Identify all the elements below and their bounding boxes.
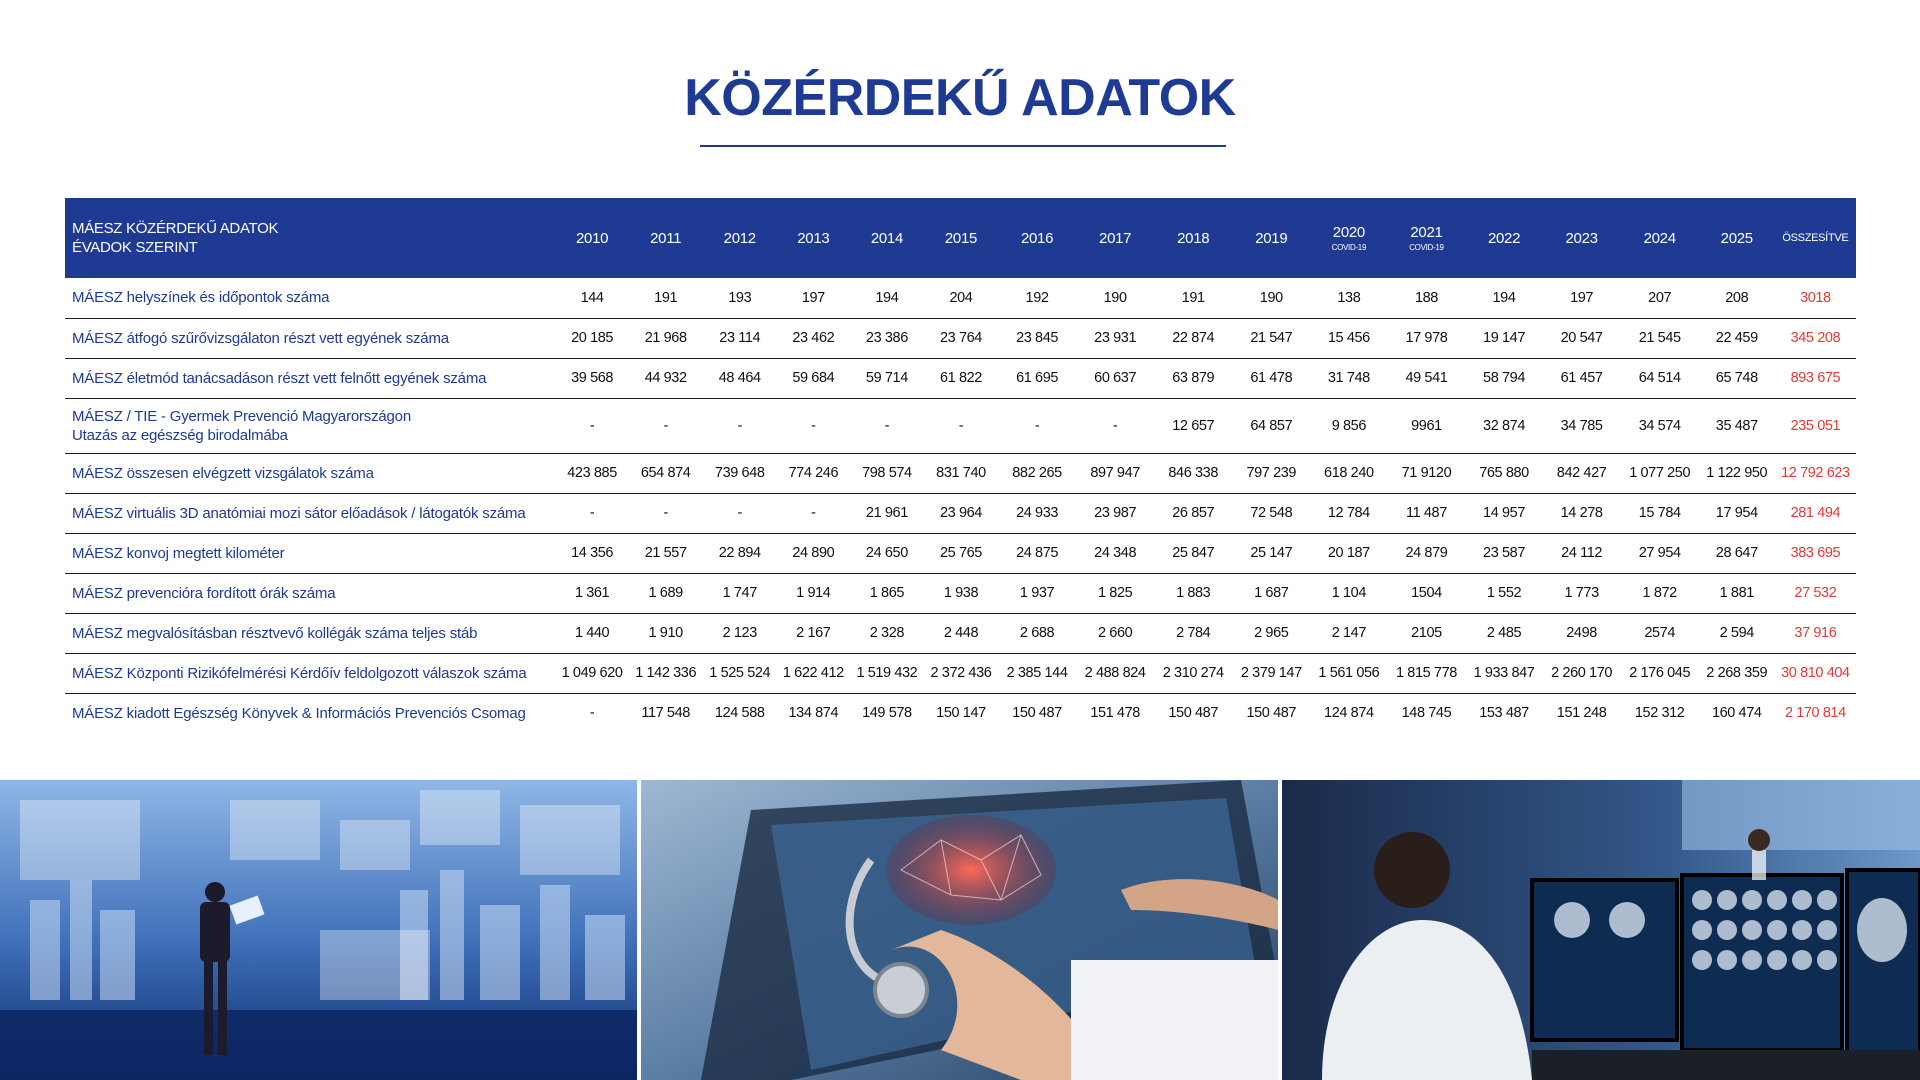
row-total: 37 916: [1775, 613, 1856, 653]
table-cell: 2 372 436: [924, 653, 998, 693]
table-cell: 1 525 524: [703, 653, 777, 693]
table-cell: 1 825: [1076, 573, 1154, 613]
row-total: 281 494: [1775, 493, 1856, 533]
table-cell: 151 248: [1556, 705, 1607, 722]
table-row: [65, 398, 1856, 453]
total-header: ÖSSZESÍTVE: [1782, 232, 1849, 244]
table-cell: 71 9120: [1387, 453, 1465, 493]
table-cell: 64 857: [1232, 398, 1310, 453]
row-label: MÁESZ virtuális 3D anatómiai mozi sátor előadások / látogatók száma: [65, 493, 556, 533]
year-header-2012: 2012: [723, 229, 756, 247]
table-cell: -: [924, 398, 998, 453]
row-total: 3018: [1775, 278, 1856, 318]
table-row: [65, 493, 1856, 533]
table-cell: 654 874: [629, 453, 703, 493]
row-label: MÁESZ konvoj megtett kilométer: [65, 533, 556, 573]
table-cell: 1504: [1387, 573, 1465, 613]
table-cell: 1 622 412: [777, 653, 850, 693]
table-cell: 61 457: [1543, 358, 1621, 398]
table-cell: 1 104: [1310, 573, 1387, 613]
table-cell: 194: [850, 278, 924, 318]
table-cell: 1 881: [1699, 573, 1775, 613]
table-cell: 22 459: [1699, 318, 1775, 358]
title-divider: [700, 145, 1226, 147]
table-row: [65, 573, 1856, 613]
year-header-2014: 2014: [870, 229, 903, 247]
table-cell: 60 637: [1076, 358, 1154, 398]
table-cell: 63 879: [1154, 358, 1232, 398]
table-cell: 12 784: [1310, 493, 1387, 533]
table-cell: -: [703, 398, 777, 453]
table-cell: 882 265: [998, 453, 1076, 493]
table-cell: 190: [1232, 278, 1310, 318]
table-cell: 24 890: [777, 533, 850, 573]
row-label: MÁESZ összesen elvégzett vizsgálatok száma: [65, 453, 556, 493]
table-cell: 208: [1699, 278, 1775, 318]
table-cell: 28 647: [1699, 533, 1775, 573]
table-cell: 9961: [1387, 398, 1465, 453]
table-cell: 194: [1465, 278, 1542, 318]
table-cell: 1 937: [998, 573, 1076, 613]
table-cell: 1 773: [1543, 573, 1621, 613]
table-cell: -: [998, 398, 1076, 453]
table-cell: 11 487: [1387, 493, 1465, 533]
table-cell: 2 488 824: [1076, 653, 1154, 693]
table-cell: 15 784: [1621, 493, 1699, 533]
row-label: MÁESZ prevencióra fordított órák száma: [65, 573, 556, 613]
table-cell: 831 740: [924, 453, 998, 493]
table-cell: 2574: [1621, 613, 1699, 653]
year-header-2024: 2024: [1643, 229, 1676, 247]
table-cell: 2 123: [703, 613, 777, 653]
table-cell: 1 561 056: [1310, 653, 1387, 693]
covid-note: COVID-19: [1409, 243, 1444, 252]
digital-city-woman-photo: [0, 780, 637, 1080]
table-cell: 25 765: [924, 533, 998, 573]
table-cell: 846 338: [1154, 453, 1232, 493]
table-cell: 27 954: [1621, 533, 1699, 573]
table-cell: 1 689: [629, 573, 703, 613]
table-cell: 58 794: [1465, 358, 1542, 398]
table-cell: 618 240: [1310, 453, 1387, 493]
table-body: [65, 278, 1856, 733]
table-cell: 197: [1543, 278, 1621, 318]
table-cell: 22 874: [1154, 318, 1232, 358]
table-cell: 24 348: [1076, 533, 1154, 573]
table-cell: 197: [777, 278, 850, 318]
table-cell: 17 978: [1387, 318, 1465, 358]
table-cell: 23 386: [850, 318, 924, 358]
table-cell: 65 748: [1699, 358, 1775, 398]
table-cell: 739 648: [703, 453, 777, 493]
table-cell: 21 547: [1232, 318, 1310, 358]
row-total: 2 170 814: [1784, 705, 1846, 722]
table-cell: 2 784: [1154, 613, 1232, 653]
table-cell: 59 684: [777, 358, 850, 398]
table-cell: -: [703, 493, 777, 533]
table-cell: 23 764: [924, 318, 998, 358]
table-cell: 1 687: [1232, 573, 1310, 613]
table-cell: 124 874: [1324, 705, 1374, 722]
table-cell: 2 594: [1699, 613, 1775, 653]
table-cell: 1 077 250: [1621, 453, 1699, 493]
row-total: 27 532: [1775, 573, 1856, 613]
row-total: 30 810 404: [1775, 653, 1856, 693]
table-cell: 188: [1387, 278, 1465, 318]
table-cell: 19 147: [1465, 318, 1542, 358]
table-cell: 25 847: [1154, 533, 1232, 573]
table-cell: 26 857: [1154, 493, 1232, 533]
table-cell: 149 578: [862, 705, 912, 722]
table-cell: 151 478: [1090, 705, 1140, 722]
table-cell: 31 748: [1310, 358, 1387, 398]
table-cell: 21 557: [629, 533, 703, 573]
table-cell: 1 914: [777, 573, 850, 613]
table-cell: 61 478: [1232, 358, 1310, 398]
table-cell: 49 541: [1387, 358, 1465, 398]
row-total: 235 051: [1775, 398, 1856, 453]
table-cell: 124 588: [714, 705, 765, 722]
table-cell: 20 185: [556, 318, 629, 358]
table-cell: 25 147: [1232, 533, 1310, 573]
table-cell: 1 883: [1154, 573, 1232, 613]
table-cell: 24 650: [850, 533, 924, 573]
table-cell: 152 312: [1634, 705, 1685, 722]
covid-note: COVID-19: [1331, 243, 1367, 252]
table-cell: 207: [1621, 278, 1699, 318]
table-cell: 39 568: [556, 358, 629, 398]
table-cell: 44 932: [629, 358, 703, 398]
year-header-2013: 2013: [797, 229, 830, 247]
table-cell: 204: [924, 278, 998, 318]
doctor-tablet-brain-photo: [641, 780, 1278, 1080]
table-cell: 842 427: [1543, 453, 1621, 493]
table-cell: 2 260 170: [1543, 653, 1621, 693]
table-cell: -: [629, 398, 703, 453]
table-cell: 423 885: [556, 453, 629, 493]
table-header-label: MÁESZ KÖZÉRDEKŰ ADATOK ÉVADOK SZERINT: [72, 220, 279, 256]
table-cell: 21 961: [850, 493, 924, 533]
row-total: 12 792 623: [1775, 453, 1856, 493]
table-row: [65, 533, 1856, 573]
table-cell: 160 474: [1711, 705, 1762, 722]
table-cell: 1 747: [703, 573, 777, 613]
table-cell: 34 785: [1543, 398, 1621, 453]
table-cell: 14 278: [1543, 493, 1621, 533]
table-cell: 23 114: [703, 318, 777, 358]
table-cell: 150 487: [1246, 705, 1297, 722]
table-cell: 9 856: [1310, 398, 1387, 453]
table-cell: 2 485: [1465, 613, 1542, 653]
table-cell: 12 657: [1154, 398, 1232, 453]
table-cell: 14 957: [1465, 493, 1542, 533]
table-cell: 138: [1310, 278, 1387, 318]
table-cell: 24 112: [1543, 533, 1621, 573]
table-row: [65, 613, 1856, 653]
table-cell: 2105: [1387, 613, 1465, 653]
table-row: [65, 693, 1856, 733]
year-header-2015: 2015: [944, 229, 978, 247]
row-label: MÁESZ / TIE - Gyermek Prevenció Magyarországon Utazás az egészség birodalmába: [65, 398, 556, 453]
radiology-monitors-photo: [1282, 780, 1920, 1080]
table-cell: -: [850, 398, 924, 453]
table-cell: 14 356: [556, 533, 629, 573]
table-cell: 774 246: [777, 453, 850, 493]
table-cell: -: [556, 398, 629, 453]
year-header-2025: 2025: [1720, 229, 1753, 247]
table-cell: 134 874: [788, 705, 839, 722]
table-cell: 150 487: [1168, 705, 1219, 722]
row-total: 383 695: [1775, 533, 1856, 573]
year-header-2010: 2010: [576, 229, 609, 247]
table-cell: 64 514: [1621, 358, 1699, 398]
table-cell: 192: [998, 278, 1076, 318]
year-header-2016: 2016: [1020, 229, 1054, 247]
table-cell: 72 548: [1232, 493, 1310, 533]
table-cell: 148 745: [1401, 705, 1452, 722]
table-cell: 117 548: [641, 705, 690, 722]
table-cell: 1 049 620: [556, 653, 629, 693]
table-cell: 797 239: [1232, 453, 1310, 493]
table-cell: 23 987: [1076, 493, 1154, 533]
table-row: [65, 358, 1856, 398]
year-header-2019: 2019: [1255, 229, 1288, 247]
row-label: MÁESZ életmód tanácsadáson részt vett felnőtt egyének száma: [65, 358, 556, 398]
table-cell: 59 714: [850, 358, 924, 398]
table-cell: -: [777, 493, 850, 533]
table-cell: 35 487: [1699, 398, 1775, 453]
table-cell: 23 845: [998, 318, 1076, 358]
year-header-2018: 2018: [1177, 229, 1210, 247]
table-row: [65, 653, 1856, 693]
table-cell: 24 875: [998, 533, 1076, 573]
year-header-2021: 2021 COVID-19: [1387, 198, 1465, 278]
table-cell: 2 688: [998, 613, 1076, 653]
table-cell: 1 872: [1621, 573, 1699, 613]
table-cell: 1 519 432: [850, 653, 924, 693]
table-cell: 2 328: [850, 613, 924, 653]
page-title: KÖZÉRDEKŰ ADATOK: [684, 69, 1236, 127]
year-header-2017: 2017: [1099, 229, 1132, 247]
table-cell: 15 456: [1310, 318, 1387, 358]
table-cell: 2 385 144: [998, 653, 1076, 693]
table-cell: 20 547: [1543, 318, 1621, 358]
table-cell: 1 142 336: [629, 653, 703, 693]
data-table: [65, 198, 1856, 733]
table-cell: 2 965: [1232, 613, 1310, 653]
table-cell: 1 910: [629, 613, 703, 653]
row-label: MÁESZ helyszínek és időpontok száma: [65, 278, 556, 318]
table-cell: -: [777, 398, 850, 453]
table-cell: 2 167: [777, 613, 850, 653]
table-cell: 1 865: [850, 573, 924, 613]
row-total: 893 675: [1775, 358, 1856, 398]
table-cell: 150 487: [1012, 705, 1062, 722]
table-cell: 190: [1076, 278, 1154, 318]
table-cell: 17 954: [1699, 493, 1775, 533]
table-cell: 48 464: [703, 358, 777, 398]
table-cell: 32 874: [1465, 398, 1542, 453]
table-row: [65, 278, 1856, 318]
table-cell: 21 968: [629, 318, 703, 358]
table-cell: 34 574: [1621, 398, 1699, 453]
table-cell: 22 894: [703, 533, 777, 573]
table-cell: 150 147: [936, 705, 986, 722]
table-cell: 24 933: [998, 493, 1076, 533]
table-cell: 1 361: [556, 573, 629, 613]
row-total: 345 208: [1775, 318, 1856, 358]
row-label: MÁESZ megvalósításban résztvevő kollégák száma teljes stáb: [65, 613, 556, 653]
table-cell: 61 695: [998, 358, 1076, 398]
table-header-row: [65, 198, 1856, 278]
row-label: MÁESZ kiadott Egészség Könyvek & Információs Prevenciós Csomag: [72, 704, 526, 722]
table-cell: 21 545: [1621, 318, 1699, 358]
year-header-2023: 2023: [1565, 229, 1598, 247]
table-cell: 2 379 147: [1232, 653, 1310, 693]
table-cell: -: [1076, 398, 1154, 453]
table-cell: 153 487: [1479, 705, 1529, 722]
table-cell: 2 660: [1076, 613, 1154, 653]
year-header-2020: 2020 COVID-19: [1310, 198, 1387, 278]
row-label: MÁESZ Központi Rizikófelmérési Kérdőív feldolgozott válaszok száma: [65, 653, 556, 693]
table-cell: 897 947: [1076, 453, 1154, 493]
table-cell: 2 448: [924, 613, 998, 653]
table-cell: 1 933 847: [1465, 653, 1542, 693]
table-cell: 1 938: [924, 573, 998, 613]
table-cell: 23 587: [1465, 533, 1542, 573]
table-cell: 61 822: [924, 358, 998, 398]
table-cell: 798 574: [850, 453, 924, 493]
table-cell: 2498: [1543, 613, 1621, 653]
table-cell: 193: [703, 278, 777, 318]
table-row: [65, 318, 1856, 358]
table-cell: 2 268 359: [1699, 653, 1775, 693]
table-cell: 2 310 274: [1154, 653, 1232, 693]
table-cell: 191: [1154, 278, 1232, 318]
table-cell: 191: [629, 278, 703, 318]
year-header-2011: 2011: [650, 229, 682, 247]
table-cell: 23 964: [924, 493, 998, 533]
table-cell: 23 931: [1076, 318, 1154, 358]
table-cell: 1 552: [1465, 573, 1542, 613]
table-cell: 765 880: [1465, 453, 1542, 493]
table-cell: 23 462: [777, 318, 850, 358]
table-cell: 2 176 045: [1621, 653, 1699, 693]
table-cell: 24 879: [1387, 533, 1465, 573]
table-cell: 2 147: [1310, 613, 1387, 653]
table-row: [65, 453, 1856, 493]
table-cell: -: [556, 493, 629, 533]
table-cell: 1 122 950: [1699, 453, 1775, 493]
row-label: MÁESZ átfogó szűrővizsgálaton részt vett egyének száma: [65, 318, 556, 358]
table-cell: -: [589, 705, 595, 722]
table-cell: 20 187: [1310, 533, 1387, 573]
year-header-2022: 2022: [1487, 229, 1521, 247]
table-cell: 1 815 778: [1387, 653, 1465, 693]
table-cell: 144: [556, 278, 629, 318]
table-cell: 1 440: [556, 613, 629, 653]
table-cell: -: [629, 493, 703, 533]
